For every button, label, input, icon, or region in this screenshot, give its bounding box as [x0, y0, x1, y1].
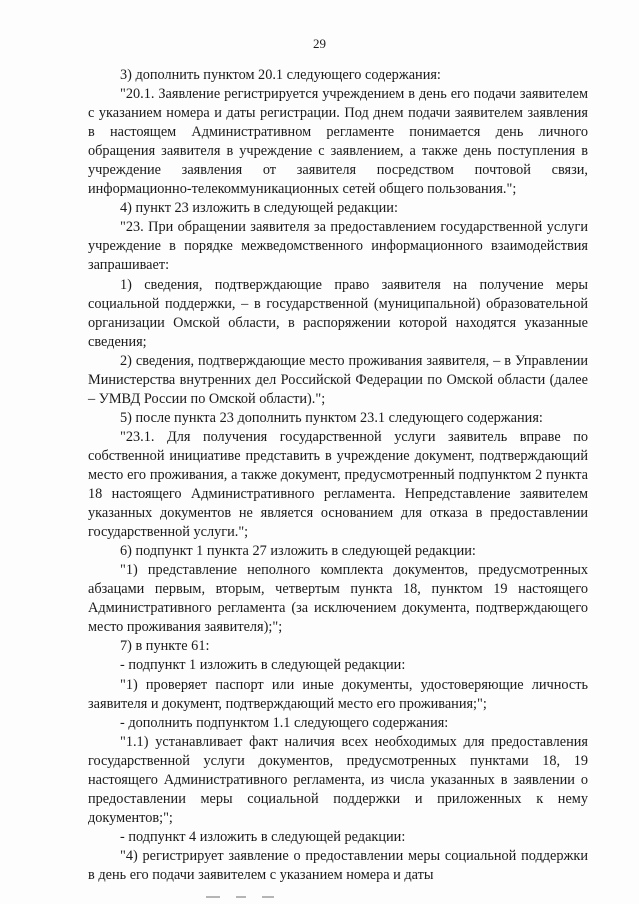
- scan-artifact-mark: [206, 896, 220, 898]
- scan-artifact-mark: [262, 896, 274, 898]
- paragraph-item-5-intro: 5) после пункта 23 дополнить пунктом 23.1 следующего содержания:: [120, 409, 543, 426]
- paragraph-clause-61-sub-4: "4) регистрирует заявление о предоставлении меры социальной поддержки в день его подачи заявителем с указанием номера и даты: [88, 847, 588, 883]
- paragraph-clause-23-1: "23.1. Для получения государственной услуги заявитель вправе по собственной инициативе представить в учреждение документ, подтверждающий место его проживания, а также документ, предусмотренный подпунктом 2 пункта 18 настоящего Административного регламента. Непредставление заявителем указанных документов не является основанием для отказа в предоставлении государственной услуги.";: [88, 428, 588, 541]
- paragraph-clause-27-sub-1: "1) представление неполного комплекта документов, предусмотренных абзацами первым, вторым, четвертым пункта 18, пунктом 19 настоящего Административного регламента (за исключением документа, подтверждающего место проживания заявителя);";: [88, 562, 588, 636]
- paragraph-item-4-intro: 4) пункт 23 изложить в следующей редакции:: [120, 200, 398, 217]
- paragraph-clause-23: "23. При обращении заявителя за предоставлением государственной услуги учреждение в порядке межведомственного информационного взаимодействия запрашивает:: [88, 219, 588, 274]
- paragraph-item-7-dash-3: - подпункт 4 изложить в следующей редакции:: [120, 828, 406, 845]
- paragraph-item-3-intro: 3) дополнить пунктом 20.1 следующего содержания:: [120, 67, 441, 83]
- paragraph-item-7-dash-2: - дополнить подпунктом 1.1 следующего содержания:: [120, 714, 449, 731]
- paragraph-clause-20-1: "20.1. Заявление регистрируется учреждением в день его подачи заявителем с указанием номера и даты регистрации. Под днем подачи заявителем заявления в настоящем Административном регламенте понимается день личного обращения заявителя в учреждение с заявлением, а также день поступления в учреждение заявления от заявителя посредством почтовой связи, информационно-телекоммуникационных сетей общего пользования.";: [88, 86, 588, 198]
- paragraph-item-6-intro: 6) подпункт 1 пункта 27 изложить в следующей редакции:: [120, 543, 476, 560]
- paragraph-clause-23-sub-1: 1) сведения, подтверждающие право заявителя на получение меры социальной поддержки, – в государственной (муниципальной) образовательной организации Омской области, в распоряжении которой находятся указанные сведения;: [88, 276, 588, 350]
- scan-artifact-mark: [236, 896, 246, 898]
- page-number: 29: [313, 36, 326, 51]
- document-body: [88, 66, 588, 885]
- paragraph-item-7-dash-1: - подпункт 1 изложить в следующей редакции:: [120, 657, 406, 674]
- paragraph-clause-61-sub-1: "1) проверяет паспорт или иные документы, удостоверяющие личность заявителя и документ, подтверждающий место его проживания;";: [88, 676, 588, 712]
- paragraph-clause-61-sub-1-1: "1.1) устанавливает факт наличия всех необходимых для предоставления государственной услуги документов, предусмотренных пунктами 18, 19 настоящего Административного регламента, из числа указанных в заявлении о предоставлении меры социальной поддержки и приложенных к нему документов;";: [88, 733, 588, 826]
- paragraph-item-7-intro: 7) в пункте 61:: [120, 638, 210, 655]
- paragraph-clause-23-sub-2: 2) сведения, подтверждающие место проживания заявителя, – в Управлении Министерства внутренних дел Российской Федерации по Омской области (далее – УМВД России по Омской области).";: [88, 352, 588, 407]
